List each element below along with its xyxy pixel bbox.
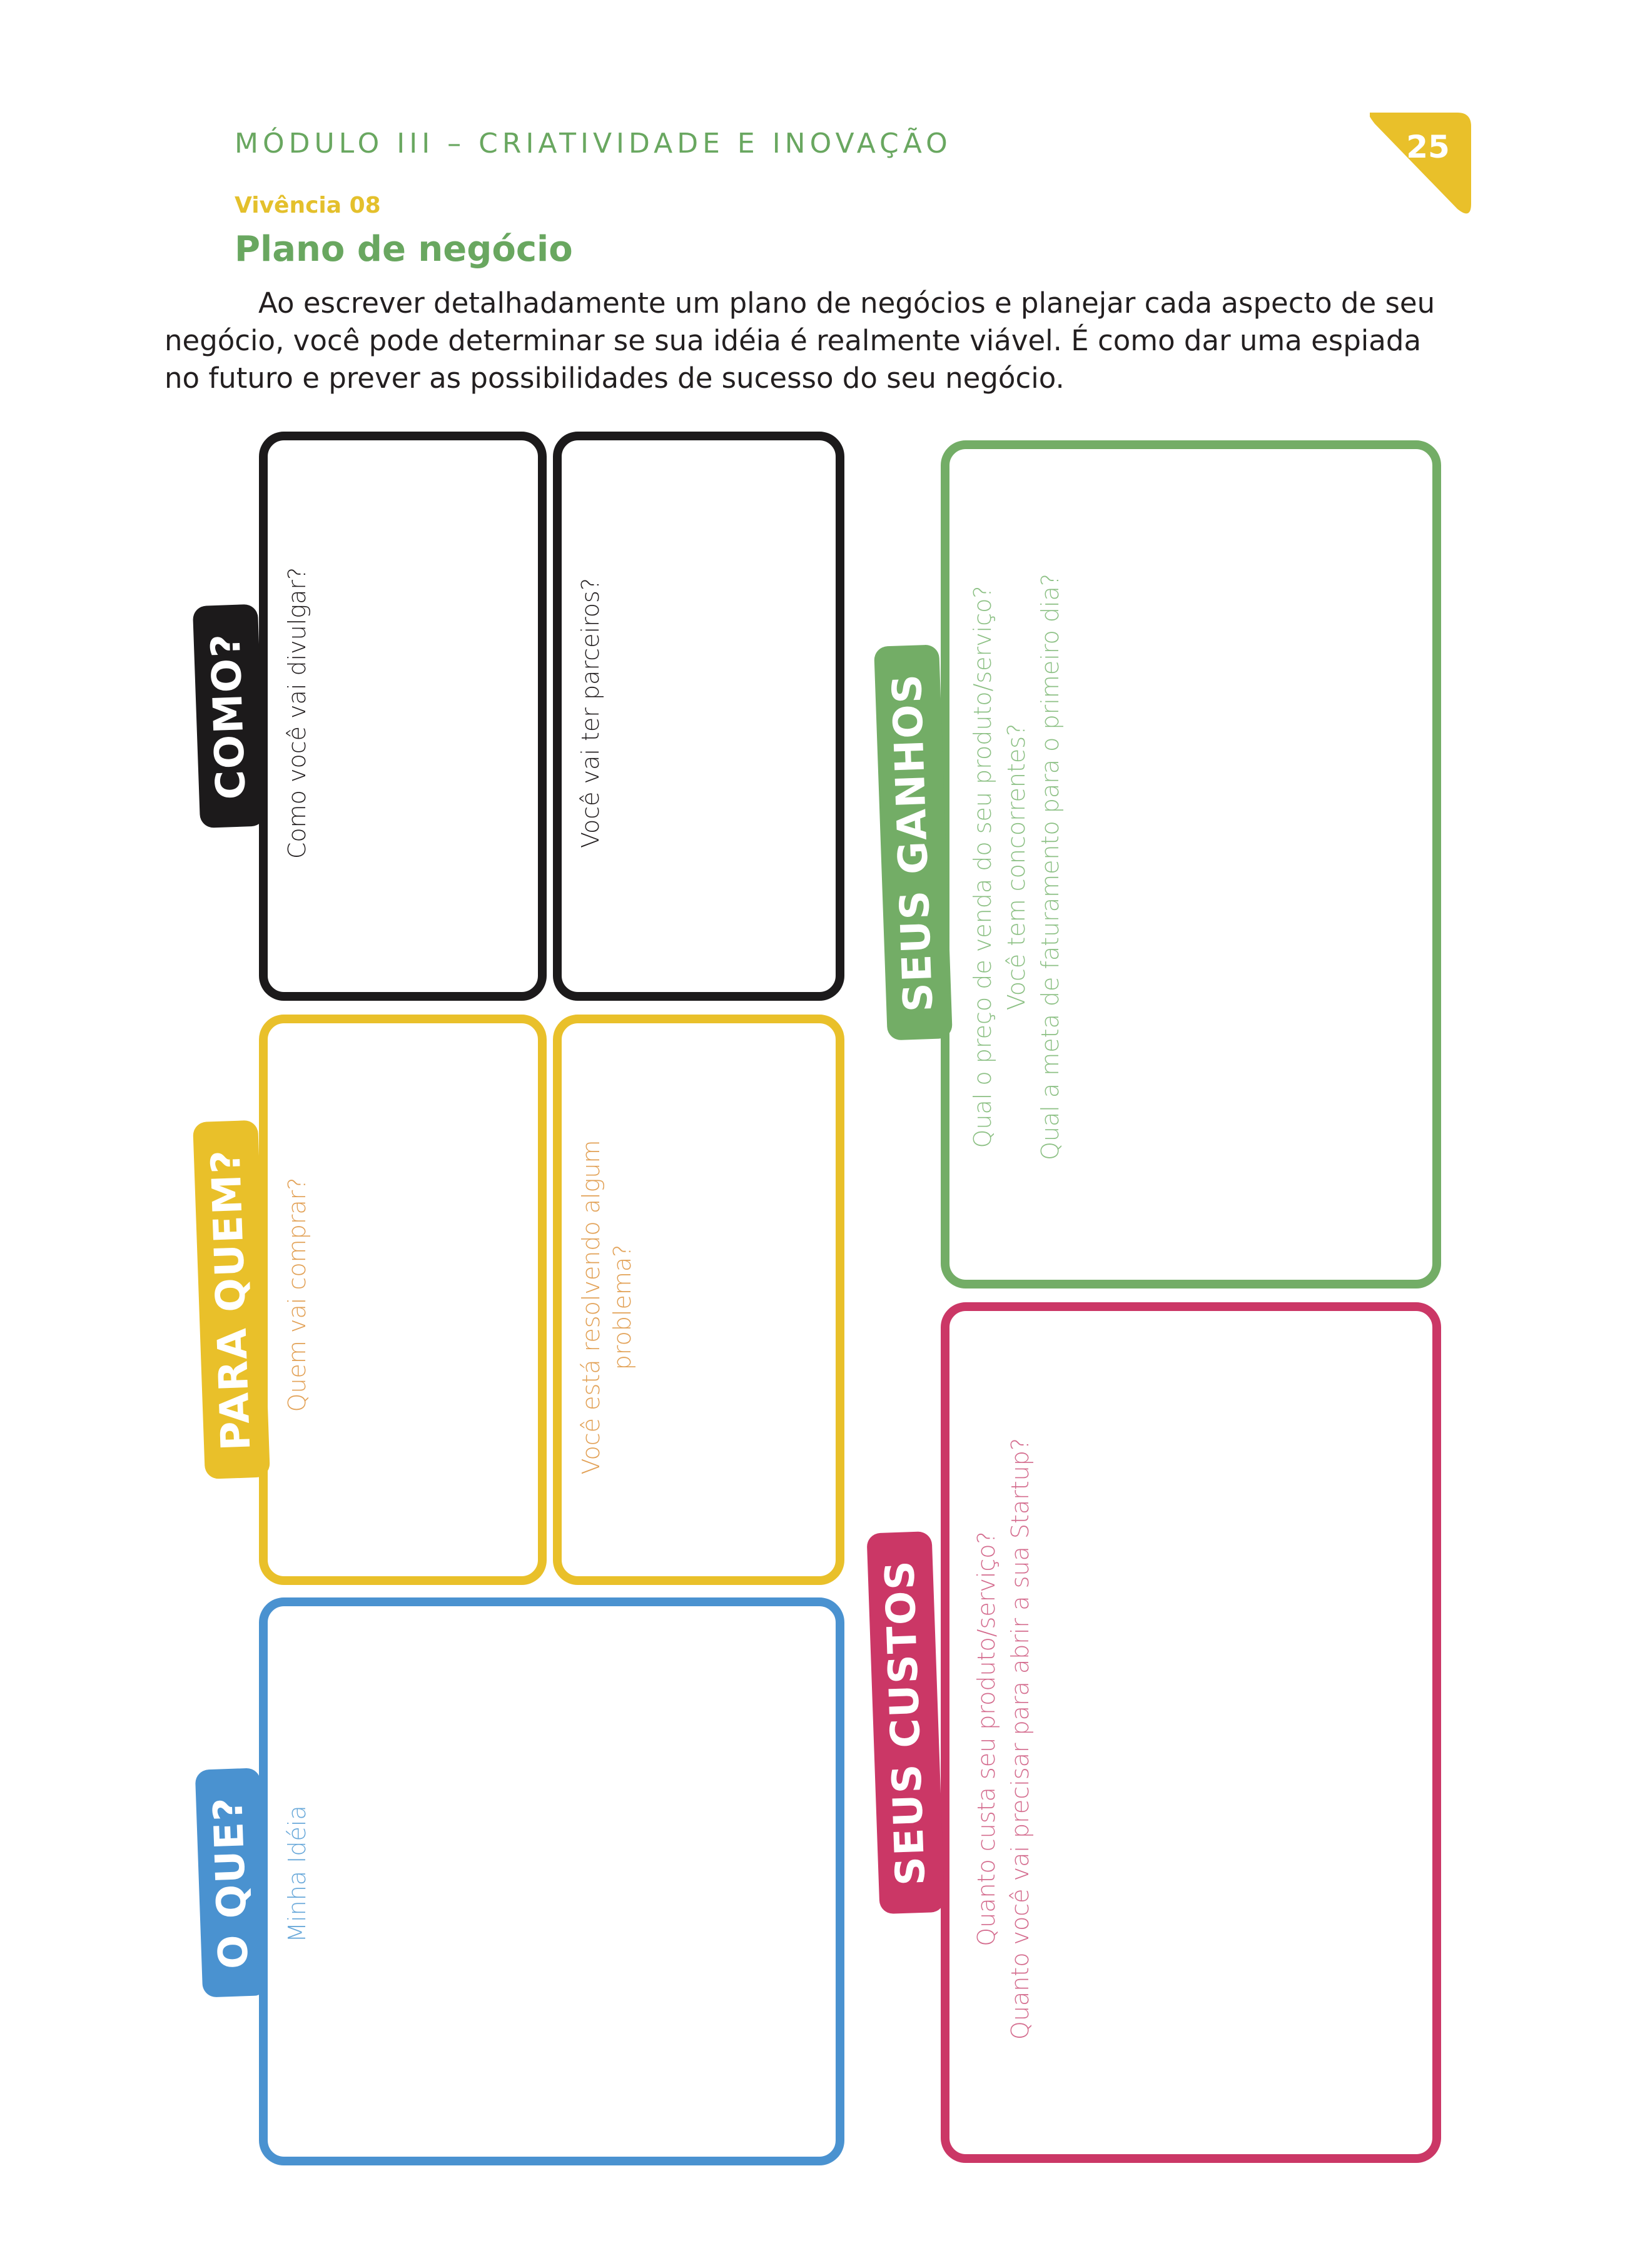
module-header: MÓDULO III – CRIATIVIDADE E INOVAÇÃO <box>235 128 952 159</box>
seus-custos-questions <box>969 1438 1037 2040</box>
tag-seus-ganhos: SEUS GANHOS <box>874 644 953 1040</box>
tag-o-que: O QUE? <box>195 1768 268 1997</box>
para-quem-question-problema <box>575 1140 638 1474</box>
o-que-question: Minha Idéia <box>283 1805 311 1943</box>
intro-line: no futuro e prever as possibilidades de sucesso do seu negócio. <box>165 362 1065 395</box>
seus-custos-question-line: Quanto você vai precisar para abrir a sua Startup? <box>1006 1437 1034 2040</box>
para-quem-question-comprar: Quem vai comprar? <box>283 1177 311 1412</box>
seus-ganhos-questions <box>966 574 1067 1160</box>
page-number: 25 <box>1406 129 1450 165</box>
activity-label: Vivência 08 <box>235 193 381 218</box>
tag-como: COMO? <box>193 604 265 828</box>
para-quem-question-line: problema? <box>609 1244 636 1370</box>
section-title: Plano de negócio <box>235 229 573 270</box>
intro-paragraph <box>165 285 1447 397</box>
o-que-box[interactable] <box>259 1597 844 2165</box>
tag-seus-custos: SEUS CUSTOS <box>866 1531 944 1915</box>
seus-ganhos-question-line: Qual o preço de venda do seu produto/serviço? <box>969 585 996 1148</box>
seus-ganhos-question-line: Você tem concorrentes? <box>1003 723 1030 1011</box>
seus-ganhos-question-line: Qual a meta de faturamento para o primeiro dia? <box>1036 573 1064 1161</box>
como-question-parceiros: Você vai ter parceiros? <box>577 577 604 849</box>
para-quem-question-line: Você está resolvendo algum <box>577 1140 605 1475</box>
seus-custos-question-line: Quanto custa seu produto/serviço? <box>973 1531 1000 1947</box>
como-question-divulgar: Como você vai divulgar? <box>283 567 311 859</box>
tag-para-quem: PARA QUEM? <box>193 1120 270 1479</box>
intro-line: Ao escrever detalhadamente um plano de negócios e planejar cada aspecto de seu <box>258 286 1435 320</box>
intro-line: negócio, você pode determinar se sua idéia é realmente viável. É como dar uma espiada <box>165 324 1422 357</box>
